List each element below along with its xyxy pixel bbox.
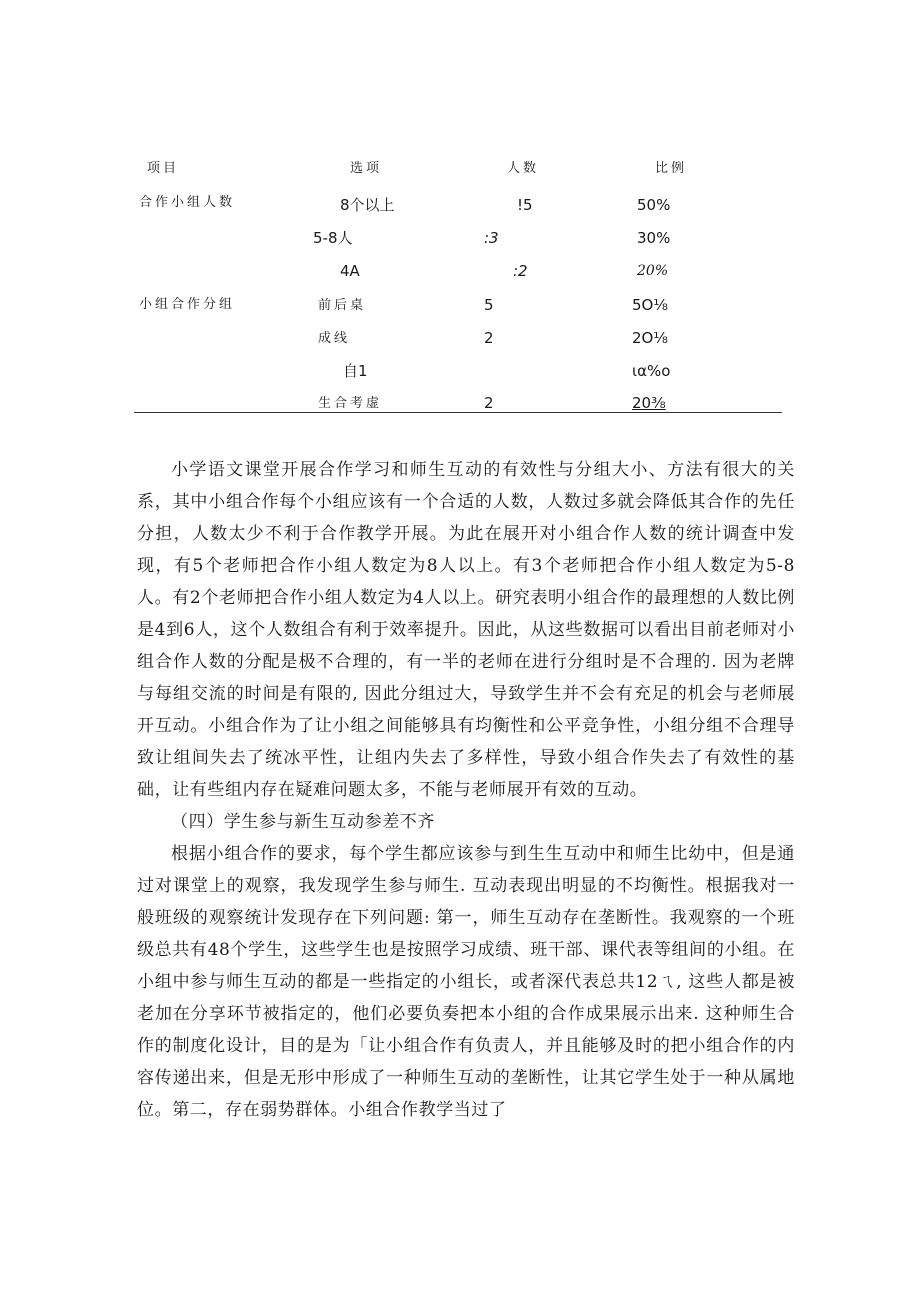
table-cell-count: :2 [513,262,528,280]
table-cell-option: 生合考虚 [318,396,383,411]
header-ratio: 比例 [655,161,688,176]
table-cell-option: 4A [340,262,360,280]
table-cell-ratio: 5O⅛ [632,296,668,314]
table-cell-item: 小组合作分组 [139,297,236,312]
paragraph: 根据小组合作的要求，每个学生都应该参与到生生互动中和师生比幼中，但是通过对课堂上的观察，我发现学生参与师生. 互动表现出明显的不均衡性。根据我对一般班级的观察统计发现存在下列问题: 第一，师生互动存在垄断性。我观察的一个班级总共有48个学生，这些学生也是按照学习成绩、班干部、课代表等组间的小组。在小组中参与师生互动的都是一些指定的小组长，或者深代表总共12ㄟ, 这些人都是被老加在分享环节被指定的，他们必要负奏把本小组的合作成果展示出来. 这种师生合作的制度化设计，目的是为「让小组合作有负责人，并且能够及时的把小组合作的内容传递出来，但是无形中形成了一种师生互动的垄断性，让其它学生处于一种从属地位。第二，存在弱势群体。小组合作教学当过了 [137,844,795,1120]
table-cell-ratio: 20⅜ [632,394,666,412]
table-cell-option: 5-8人 [313,229,353,247]
table-cell-count: 5 [484,296,494,314]
body-text [137,454,795,1126]
paragraph: 小学语文课堂开展合作学习和师生互动的有效性与分组大小、方法有很大的关系，其中小组合作每个小组应该有一个合适的人数，人数过多就会降低其合作的先任分担，人数太少不利于合作教学开展。为此在展开对小组合作人数的统计调查中发现，有5个老师把合作小组人数定为8人以上。有3个老师把合作小组人数定为5-8人。有2个老师把合作小组人数定为4人以上。研究表明小组合作的最理想的人数比例是4到6人，这个人数组合有利于效率提升。因此，从这些数据可以看出目前老师对小组合作人数的分配是极不合理的，有一半的老师在进行分组时是不合理的. 因为老牌与每组交流的时间是有限的, 因此分组过大，导致学生并不会有充足的机会与老师展开互动。小组合作为了让小组之间能够具有均衡性和公平竞争性，小组分组不合理导致让组间失去了统冰平性，让组内失去了多样性，导致小组合作失去了有效性的基础，让有些组内存在疑难问题太多，不能与老师展开有效的互动。 [137,460,795,800]
table-cell-option: 成线 [318,331,351,346]
table-cell-count: !5 [517,196,533,214]
table-cell-ratio: 20% [637,263,669,279]
table-cell-count: 2 [484,329,494,347]
table-cell-ratio: 2O⅛ [632,329,668,347]
table-cell-count: 2 [484,394,494,412]
table-cell-ratio: 50% [637,196,671,214]
table-bottom-rule [134,412,782,413]
header-count: 人数 [507,161,540,176]
header-option: 选项 [350,161,383,176]
table-cell-option: 前后桌 [318,298,367,313]
table-cell-option: 8个以上 [340,196,395,214]
table-cell-item: 合作小组人数 [139,195,236,210]
header-item: 项目 [147,161,180,176]
table-cell-count: :3 [484,229,499,247]
section-heading: （四）学生参与新生互动参差不齐 [171,812,435,832]
table-cell-ratio: ια%o [632,362,671,380]
table-cell-ratio: 30% [637,229,671,247]
table-cell-option: 自1 [343,362,368,380]
